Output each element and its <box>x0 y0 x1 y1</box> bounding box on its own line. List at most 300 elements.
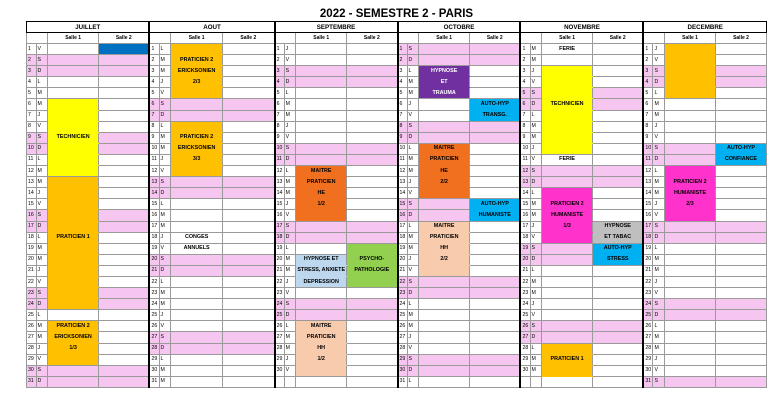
empty-slot[interactable] <box>715 232 766 243</box>
empty-slot[interactable] <box>470 77 521 88</box>
empty-slot[interactable] <box>419 354 470 365</box>
empty-slot[interactable] <box>99 332 150 343</box>
empty-slot[interactable] <box>171 343 223 354</box>
session-cell[interactable] <box>542 132 593 143</box>
session-cell[interactable]: STRESS <box>593 254 644 265</box>
empty-slot[interactable] <box>296 121 347 132</box>
session-cell[interactable]: PRATICIEN <box>419 232 470 243</box>
empty-slot[interactable] <box>715 199 766 210</box>
empty-slot[interactable] <box>347 232 398 243</box>
empty-slot[interactable] <box>593 55 644 66</box>
session-cell[interactable] <box>48 221 99 232</box>
empty-slot[interactable] <box>419 44 470 55</box>
session-cell[interactable] <box>347 243 398 254</box>
session-cell[interactable]: PRATICIEN <box>296 177 347 188</box>
empty-slot[interactable] <box>715 243 766 254</box>
session-cell[interactable] <box>171 121 223 132</box>
empty-slot[interactable] <box>665 243 716 254</box>
empty-slot[interactable] <box>542 254 593 265</box>
empty-slot[interactable] <box>715 321 766 332</box>
empty-slot[interactable] <box>593 154 644 165</box>
empty-slot[interactable] <box>542 288 593 299</box>
session-cell[interactable] <box>48 254 99 265</box>
empty-slot[interactable] <box>171 265 223 276</box>
empty-slot[interactable] <box>296 143 347 154</box>
empty-slot[interactable] <box>48 88 99 99</box>
empty-slot[interactable] <box>223 310 275 321</box>
empty-slot[interactable] <box>296 221 347 232</box>
empty-slot[interactable] <box>419 199 470 210</box>
session-cell[interactable] <box>48 99 99 110</box>
session-cell[interactable]: 2/3 <box>665 199 716 210</box>
empty-slot[interactable] <box>347 99 398 110</box>
empty-slot[interactable] <box>99 166 150 177</box>
empty-slot[interactable] <box>542 310 593 321</box>
session-cell[interactable]: HYPNOSE <box>419 66 470 77</box>
session-cell[interactable] <box>48 121 99 132</box>
empty-slot[interactable] <box>171 276 223 287</box>
empty-slot[interactable] <box>715 77 766 88</box>
empty-slot[interactable] <box>665 143 716 154</box>
empty-slot[interactable] <box>419 110 470 121</box>
empty-slot[interactable] <box>223 66 275 77</box>
empty-slot[interactable] <box>665 154 716 165</box>
empty-slot[interactable] <box>715 288 766 299</box>
empty-slot[interactable] <box>470 66 521 77</box>
empty-slot[interactable] <box>347 166 398 177</box>
session-cell[interactable] <box>419 265 470 276</box>
empty-slot[interactable] <box>99 188 150 199</box>
empty-slot[interactable] <box>470 55 521 66</box>
empty-slot[interactable] <box>171 299 223 310</box>
session-cell[interactable] <box>542 188 593 199</box>
empty-slot[interactable] <box>223 121 275 132</box>
session-cell[interactable] <box>48 154 99 165</box>
empty-slot[interactable] <box>223 99 275 110</box>
empty-slot[interactable] <box>542 166 593 177</box>
empty-slot[interactable] <box>171 188 223 199</box>
session-cell[interactable] <box>48 210 99 221</box>
empty-slot[interactable] <box>593 276 644 287</box>
session-cell[interactable] <box>665 210 716 221</box>
session-cell[interactable] <box>48 199 99 210</box>
empty-slot[interactable] <box>665 288 716 299</box>
empty-slot[interactable] <box>419 332 470 343</box>
empty-slot[interactable] <box>223 365 275 376</box>
session-cell[interactable] <box>48 299 99 310</box>
empty-slot[interactable] <box>347 288 398 299</box>
session-cell[interactable]: TECHNICIEN <box>542 99 593 110</box>
session-cell[interactable]: AUTO-HYP <box>470 199 521 210</box>
empty-slot[interactable] <box>223 88 275 99</box>
session-cell[interactable] <box>542 77 593 88</box>
empty-slot[interactable] <box>470 376 521 387</box>
empty-slot[interactable] <box>99 265 150 276</box>
empty-slot[interactable] <box>419 121 470 132</box>
empty-slot[interactable] <box>419 365 470 376</box>
empty-slot[interactable] <box>593 299 644 310</box>
empty-slot[interactable] <box>347 188 398 199</box>
empty-slot[interactable] <box>171 354 223 365</box>
session-cell[interactable] <box>48 354 99 365</box>
empty-slot[interactable] <box>593 265 644 276</box>
session-cell[interactable] <box>48 288 99 299</box>
session-cell[interactable]: ET TABAC <box>593 232 644 243</box>
session-cell[interactable]: HYPNOSE ET <box>296 254 347 265</box>
empty-slot[interactable] <box>470 288 521 299</box>
empty-slot[interactable] <box>593 166 644 177</box>
empty-slot[interactable] <box>665 121 716 132</box>
session-cell[interactable]: ERICKSONIEN <box>48 332 99 343</box>
empty-slot[interactable] <box>593 121 644 132</box>
session-cell[interactable] <box>48 188 99 199</box>
session-cell[interactable] <box>296 365 347 376</box>
empty-slot[interactable] <box>715 188 766 199</box>
empty-slot[interactable] <box>223 77 275 88</box>
empty-slot[interactable] <box>296 88 347 99</box>
session-cell[interactable] <box>665 66 716 77</box>
empty-slot[interactable] <box>223 110 275 121</box>
note-cell[interactable]: CONGES <box>171 232 223 243</box>
empty-slot[interactable] <box>470 154 521 165</box>
session-cell[interactable]: PRATICIEN <box>296 332 347 343</box>
session-cell[interactable] <box>171 88 223 99</box>
empty-slot[interactable] <box>715 310 766 321</box>
empty-slot[interactable] <box>223 376 275 387</box>
empty-slot[interactable] <box>171 332 223 343</box>
empty-slot[interactable] <box>171 99 223 110</box>
empty-slot[interactable] <box>296 77 347 88</box>
empty-slot[interactable] <box>223 343 275 354</box>
session-cell[interactable]: AUTO-HYP <box>593 243 644 254</box>
empty-slot[interactable] <box>419 132 470 143</box>
empty-slot[interactable] <box>470 276 521 287</box>
empty-slot[interactable] <box>223 210 275 221</box>
session-cell[interactable] <box>542 110 593 121</box>
empty-slot[interactable] <box>665 99 716 110</box>
empty-slot[interactable] <box>347 177 398 188</box>
empty-slot[interactable] <box>419 343 470 354</box>
empty-slot[interactable] <box>665 254 716 265</box>
session-cell[interactable]: TECHNICIEN <box>48 132 99 143</box>
session-cell[interactable] <box>48 177 99 188</box>
session-cell[interactable]: ERICKSONIEN <box>171 143 223 154</box>
note-cell[interactable]: FERIE <box>542 154 593 165</box>
session-cell[interactable]: MAITRE <box>296 166 347 177</box>
empty-slot[interactable] <box>223 243 275 254</box>
empty-slot[interactable] <box>296 99 347 110</box>
empty-slot[interactable] <box>223 354 275 365</box>
empty-slot[interactable] <box>542 243 593 254</box>
empty-slot[interactable] <box>542 299 593 310</box>
note-cell[interactable]: FERIE <box>542 44 593 55</box>
empty-slot[interactable] <box>99 210 150 221</box>
empty-slot[interactable] <box>347 88 398 99</box>
empty-slot[interactable] <box>715 110 766 121</box>
empty-slot[interactable] <box>223 265 275 276</box>
empty-slot[interactable] <box>223 154 275 165</box>
session-cell[interactable]: HUMANISTE <box>542 210 593 221</box>
empty-slot[interactable] <box>542 376 593 387</box>
session-cell[interactable]: AUTO-HYP <box>470 99 521 110</box>
session-cell[interactable] <box>665 55 716 66</box>
empty-slot[interactable] <box>593 132 644 143</box>
session-cell[interactable] <box>542 143 593 154</box>
empty-slot[interactable] <box>296 376 347 387</box>
session-cell[interactable]: 2/2 <box>419 177 470 188</box>
empty-slot[interactable] <box>347 66 398 77</box>
empty-slot[interactable] <box>593 188 644 199</box>
empty-slot[interactable] <box>419 55 470 66</box>
empty-slot[interactable] <box>715 66 766 77</box>
empty-slot[interactable] <box>347 77 398 88</box>
empty-slot[interactable] <box>715 254 766 265</box>
empty-slot[interactable] <box>419 299 470 310</box>
empty-slot[interactable] <box>48 77 99 88</box>
session-cell[interactable] <box>542 121 593 132</box>
empty-slot[interactable] <box>665 221 716 232</box>
empty-slot[interactable] <box>99 121 150 132</box>
empty-slot[interactable] <box>715 332 766 343</box>
empty-slot[interactable] <box>171 310 223 321</box>
empty-slot[interactable] <box>223 143 275 154</box>
empty-slot[interactable] <box>419 288 470 299</box>
empty-slot[interactable] <box>665 276 716 287</box>
empty-slot[interactable] <box>347 210 398 221</box>
empty-slot[interactable] <box>593 354 644 365</box>
session-cell[interactable]: HUMANISTE <box>470 210 521 221</box>
session-cell[interactable]: PRATICIEN 1 <box>542 354 593 365</box>
empty-slot[interactable] <box>99 66 150 77</box>
empty-slot[interactable] <box>48 55 99 66</box>
empty-slot[interactable] <box>347 110 398 121</box>
session-cell[interactable]: AUTO-HYP <box>715 143 766 154</box>
empty-slot[interactable] <box>99 55 150 66</box>
empty-slot[interactable] <box>99 88 150 99</box>
empty-slot[interactable] <box>419 376 470 387</box>
session-cell[interactable] <box>665 88 716 99</box>
empty-slot[interactable] <box>347 143 398 154</box>
empty-slot[interactable] <box>296 154 347 165</box>
empty-slot[interactable] <box>171 365 223 376</box>
empty-slot[interactable] <box>715 210 766 221</box>
session-cell[interactable]: MAITRE <box>419 143 470 154</box>
empty-slot[interactable] <box>470 143 521 154</box>
session-cell[interactable] <box>542 88 593 99</box>
empty-slot[interactable] <box>99 154 150 165</box>
empty-slot[interactable] <box>296 310 347 321</box>
session-cell[interactable]: PRATICIEN 2 <box>542 199 593 210</box>
empty-slot[interactable] <box>223 177 275 188</box>
empty-slot[interactable] <box>171 110 223 121</box>
session-cell[interactable]: 1/2 <box>296 199 347 210</box>
empty-slot[interactable] <box>665 343 716 354</box>
empty-slot[interactable] <box>171 221 223 232</box>
empty-slot[interactable] <box>665 376 716 387</box>
empty-slot[interactable] <box>593 44 644 55</box>
session-cell[interactable]: PSYCHO- <box>347 254 398 265</box>
session-cell[interactable] <box>48 265 99 276</box>
session-cell[interactable] <box>419 188 470 199</box>
session-cell[interactable]: 1/3 <box>48 343 99 354</box>
session-cell[interactable] <box>48 243 99 254</box>
session-cell[interactable]: HE <box>296 188 347 199</box>
empty-slot[interactable] <box>48 365 99 376</box>
empty-slot[interactable] <box>419 321 470 332</box>
empty-slot[interactable] <box>470 232 521 243</box>
empty-slot[interactable] <box>665 332 716 343</box>
empty-slot[interactable] <box>665 299 716 310</box>
empty-slot[interactable] <box>48 376 99 387</box>
empty-slot[interactable] <box>347 343 398 354</box>
empty-slot[interactable] <box>419 276 470 287</box>
empty-slot[interactable] <box>99 132 150 143</box>
empty-slot[interactable] <box>715 132 766 143</box>
empty-slot[interactable] <box>171 376 223 387</box>
empty-slot[interactable] <box>593 310 644 321</box>
empty-slot[interactable] <box>715 221 766 232</box>
empty-slot[interactable] <box>223 199 275 210</box>
empty-slot[interactable] <box>99 376 150 387</box>
empty-slot[interactable] <box>223 288 275 299</box>
empty-slot[interactable] <box>715 99 766 110</box>
session-cell[interactable]: PATHOLOGIE <box>347 265 398 276</box>
session-cell[interactable]: CONFIANCE <box>715 154 766 165</box>
empty-slot[interactable] <box>715 121 766 132</box>
session-cell[interactable] <box>542 232 593 243</box>
empty-slot[interactable] <box>48 44 99 55</box>
empty-slot[interactable] <box>347 55 398 66</box>
empty-slot[interactable] <box>99 243 150 254</box>
empty-slot[interactable] <box>470 188 521 199</box>
session-cell[interactable]: HH <box>296 343 347 354</box>
empty-slot[interactable] <box>223 44 275 55</box>
session-cell[interactable]: DEPRESSION <box>296 276 347 287</box>
empty-slot[interactable] <box>593 365 644 376</box>
empty-slot[interactable] <box>171 321 223 332</box>
empty-slot[interactable] <box>715 88 766 99</box>
empty-slot[interactable] <box>470 332 521 343</box>
empty-slot[interactable] <box>223 221 275 232</box>
empty-slot[interactable] <box>542 321 593 332</box>
empty-slot[interactable] <box>99 99 150 110</box>
session-cell[interactable]: PRATICIEN 2 <box>171 55 223 66</box>
empty-slot[interactable] <box>542 332 593 343</box>
empty-slot[interactable] <box>470 354 521 365</box>
empty-slot[interactable] <box>347 121 398 132</box>
empty-slot[interactable] <box>347 44 398 55</box>
empty-slot[interactable] <box>665 265 716 276</box>
empty-slot[interactable] <box>470 299 521 310</box>
empty-slot[interactable] <box>419 210 470 221</box>
session-cell[interactable] <box>99 44 150 55</box>
empty-slot[interactable] <box>296 44 347 55</box>
empty-slot[interactable] <box>296 110 347 121</box>
empty-slot[interactable] <box>593 288 644 299</box>
empty-slot[interactable] <box>223 188 275 199</box>
empty-slot[interactable] <box>223 166 275 177</box>
empty-slot[interactable] <box>99 310 150 321</box>
empty-slot[interactable] <box>171 177 223 188</box>
empty-slot[interactable] <box>470 44 521 55</box>
empty-slot[interactable] <box>715 55 766 66</box>
empty-slot[interactable] <box>171 254 223 265</box>
empty-slot[interactable] <box>347 299 398 310</box>
session-cell[interactable] <box>48 166 99 177</box>
session-cell[interactable]: HH <box>419 243 470 254</box>
empty-slot[interactable] <box>419 310 470 321</box>
session-cell[interactable]: PRATICIEN <box>419 154 470 165</box>
empty-slot[interactable] <box>715 276 766 287</box>
session-cell[interactable] <box>542 66 593 77</box>
empty-slot[interactable] <box>593 88 644 99</box>
empty-slot[interactable] <box>593 77 644 88</box>
empty-slot[interactable] <box>296 299 347 310</box>
empty-slot[interactable] <box>715 44 766 55</box>
empty-slot[interactable] <box>593 199 644 210</box>
empty-slot[interactable] <box>347 354 398 365</box>
empty-slot[interactable] <box>593 376 644 387</box>
session-cell[interactable] <box>48 110 99 121</box>
empty-slot[interactable] <box>347 376 398 387</box>
empty-slot[interactable] <box>593 210 644 221</box>
session-cell[interactable] <box>665 77 716 88</box>
empty-slot[interactable] <box>99 321 150 332</box>
empty-slot[interactable] <box>99 276 150 287</box>
empty-slot[interactable] <box>99 288 150 299</box>
empty-slot[interactable] <box>665 310 716 321</box>
empty-slot[interactable] <box>593 321 644 332</box>
session-cell[interactable] <box>171 44 223 55</box>
empty-slot[interactable] <box>715 354 766 365</box>
empty-slot[interactable] <box>470 310 521 321</box>
empty-slot[interactable] <box>347 221 398 232</box>
empty-slot[interactable] <box>470 321 521 332</box>
session-cell[interactable]: MAITRE <box>419 221 470 232</box>
session-cell[interactable] <box>296 210 347 221</box>
empty-slot[interactable] <box>593 343 644 354</box>
empty-slot[interactable] <box>542 265 593 276</box>
empty-slot[interactable] <box>99 254 150 265</box>
empty-slot[interactable] <box>347 310 398 321</box>
empty-slot[interactable] <box>296 243 347 254</box>
empty-slot[interactable] <box>593 110 644 121</box>
empty-slot[interactable] <box>715 177 766 188</box>
session-cell[interactable]: PRATICIEN 2 <box>48 321 99 332</box>
empty-slot[interactable] <box>715 376 766 387</box>
empty-slot[interactable] <box>171 199 223 210</box>
session-cell[interactable]: PRATICIEN 1 <box>48 232 99 243</box>
empty-slot[interactable] <box>470 132 521 143</box>
session-cell[interactable]: HE <box>419 166 470 177</box>
empty-slot[interactable] <box>470 365 521 376</box>
empty-slot[interactable] <box>347 132 398 143</box>
empty-slot[interactable] <box>593 143 644 154</box>
empty-slot[interactable] <box>296 55 347 66</box>
empty-slot[interactable] <box>347 365 398 376</box>
empty-slot[interactable] <box>99 110 150 121</box>
empty-slot[interactable] <box>715 365 766 376</box>
empty-slot[interactable] <box>665 110 716 121</box>
session-cell[interactable]: HUMANISTE <box>665 188 716 199</box>
empty-slot[interactable] <box>99 177 150 188</box>
empty-slot[interactable] <box>665 321 716 332</box>
empty-slot[interactable] <box>470 254 521 265</box>
empty-slot[interactable] <box>99 77 150 88</box>
empty-slot[interactable] <box>715 343 766 354</box>
empty-slot[interactable] <box>715 166 766 177</box>
session-cell[interactable] <box>347 276 398 287</box>
